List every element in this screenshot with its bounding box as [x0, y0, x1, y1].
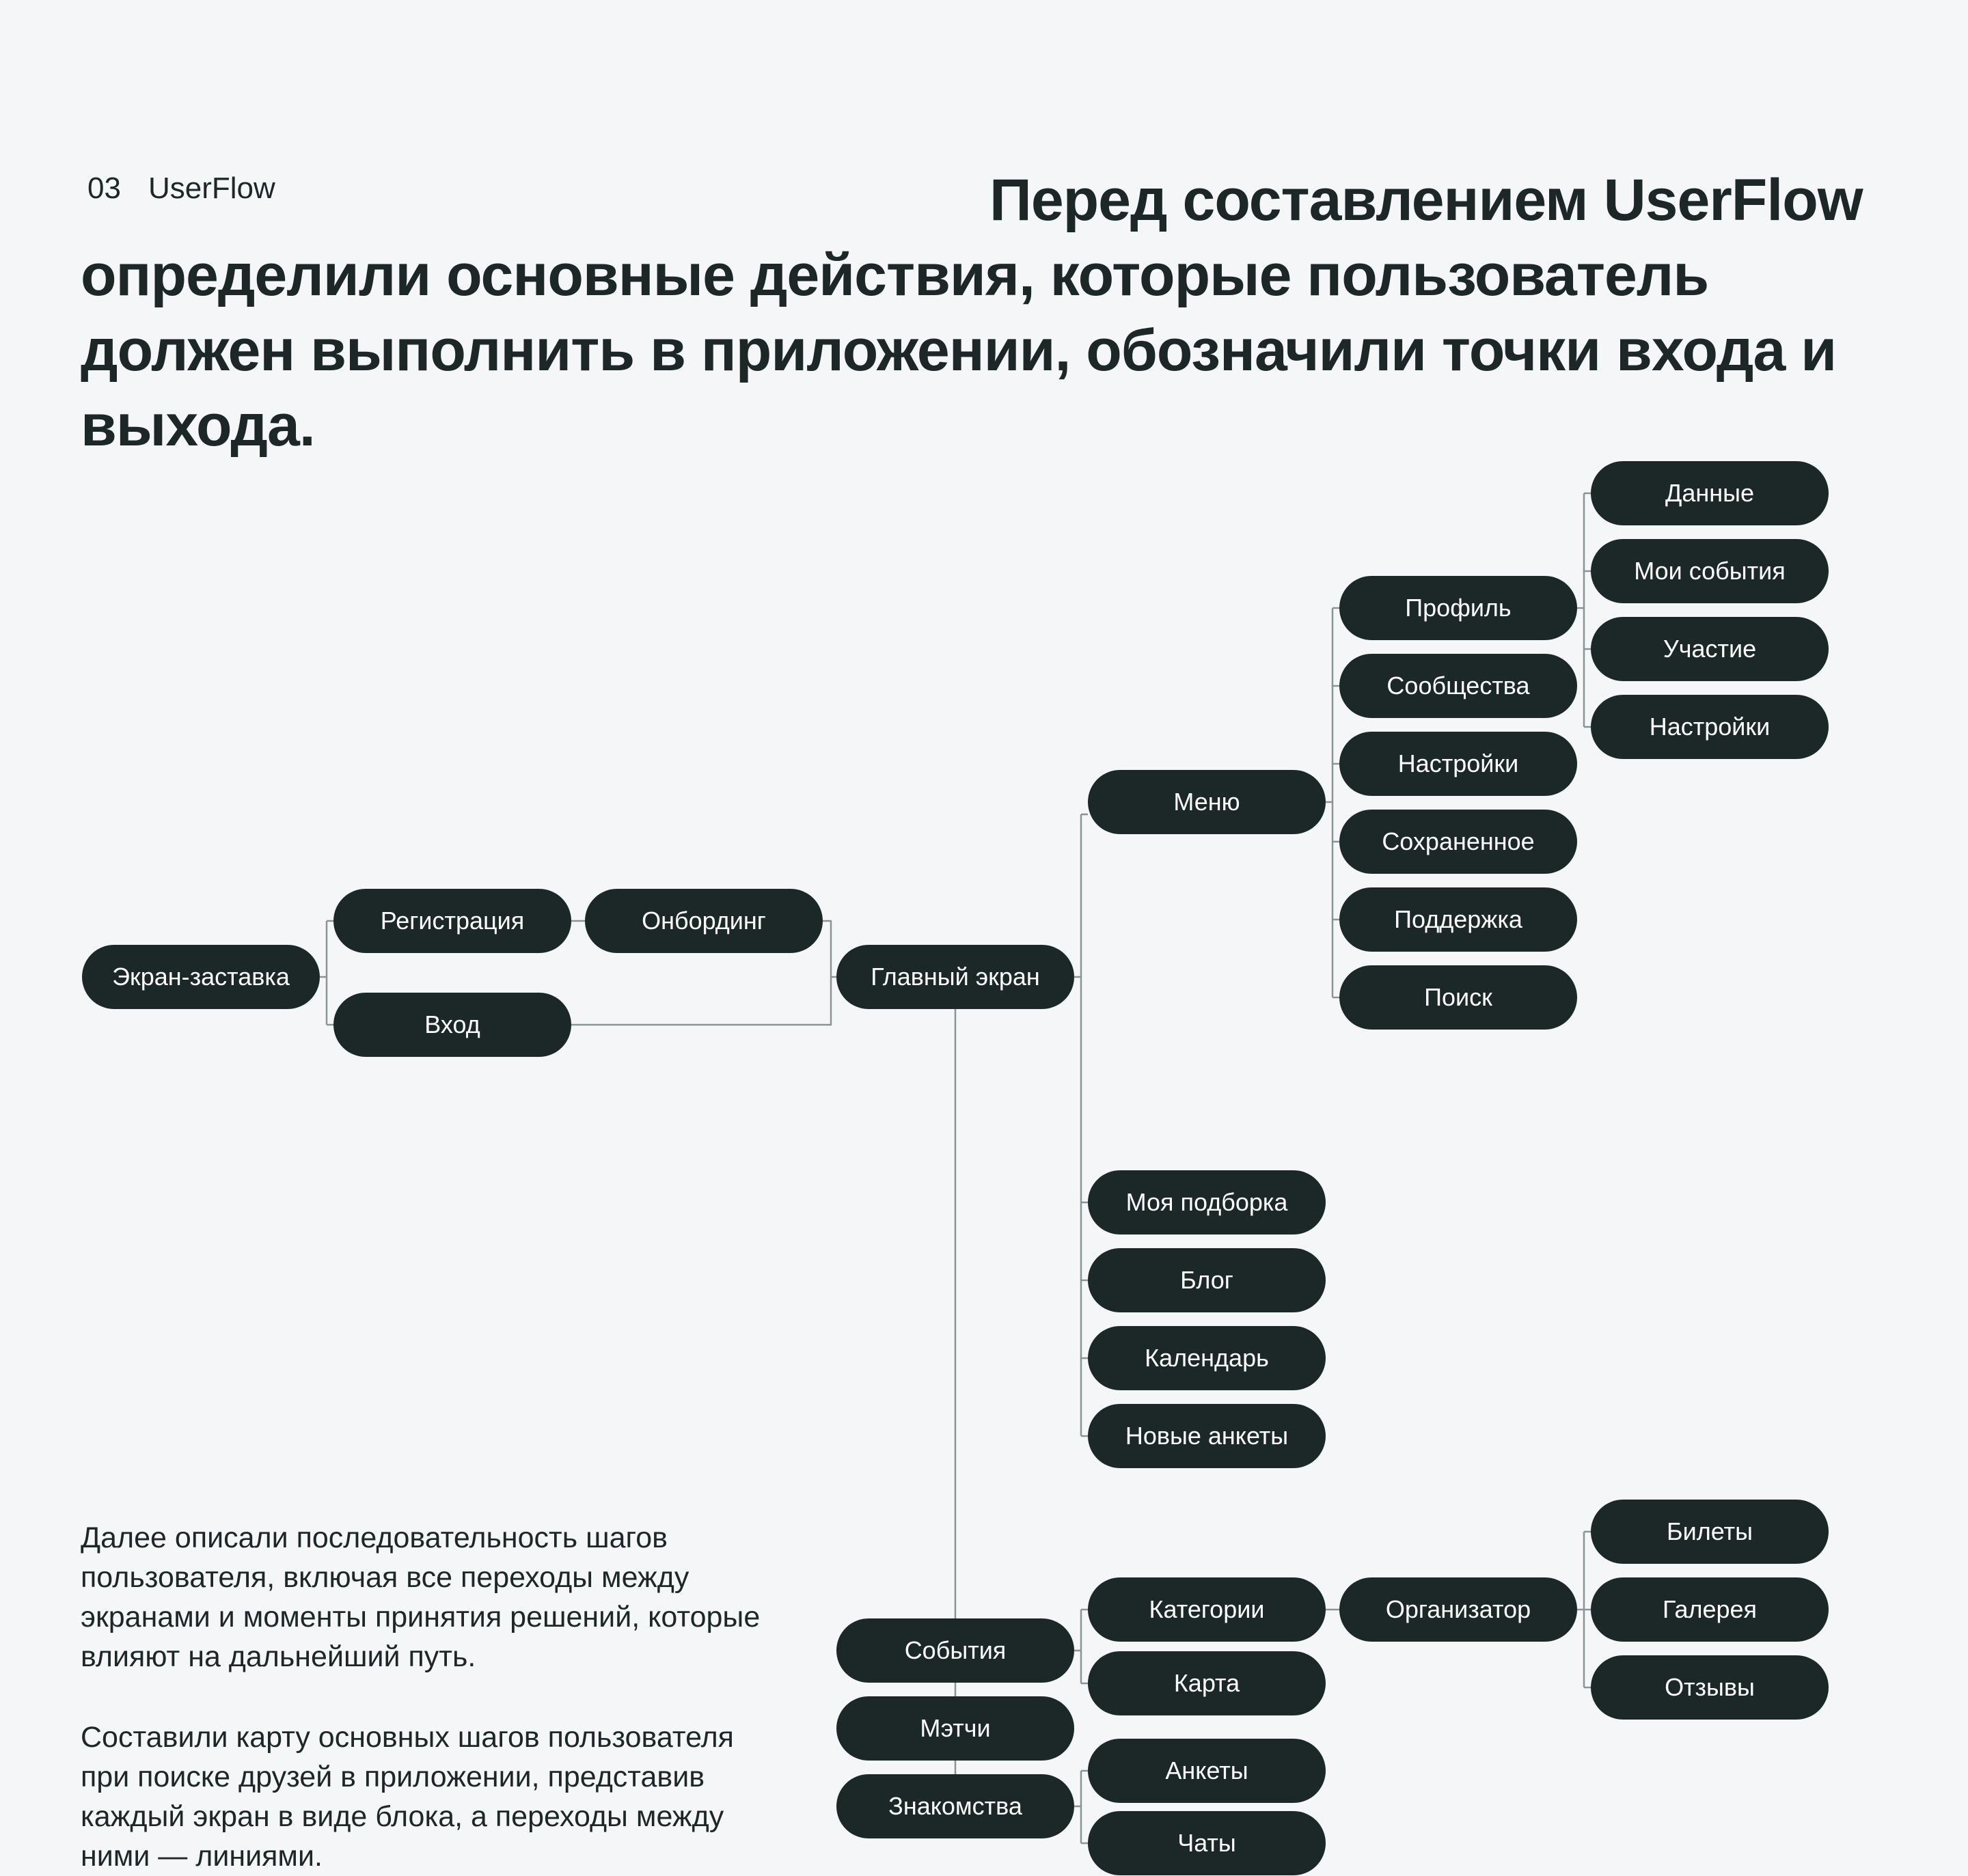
node-settings[interactable]: Настройки — [1339, 732, 1577, 796]
node-support[interactable]: Поддержка — [1339, 887, 1577, 952]
node-gallery[interactable]: Галерея — [1591, 1577, 1829, 1642]
node-communities[interactable]: Сообщества — [1339, 654, 1577, 718]
node-registration[interactable]: Регистрация — [333, 889, 571, 953]
node-map[interactable]: Карта — [1088, 1651, 1326, 1715]
node-organizer[interactable]: Организатор — [1339, 1577, 1577, 1642]
node-main-screen[interactable]: Главный экран — [836, 945, 1074, 1009]
node-menu[interactable]: Меню — [1088, 770, 1326, 834]
node-events[interactable]: События — [836, 1618, 1074, 1683]
node-profile-settings[interactable]: Настройки — [1591, 695, 1829, 759]
node-participation[interactable]: Участие — [1591, 617, 1829, 681]
connector-profile — [1577, 493, 1591, 727]
node-blog[interactable]: Блог — [1088, 1248, 1326, 1312]
node-profile[interactable]: Профиль — [1339, 576, 1577, 640]
description-paragraph-2: Составили карту основных шагов пользователя при поиске друзей в приложении, представив каждый экран в виде блока, а переходы между ними — линиями. — [81, 1721, 734, 1873]
connector-organizer — [1577, 1532, 1591, 1687]
node-my-events[interactable]: Мои события — [1591, 539, 1829, 603]
node-saved[interactable]: Сохраненное — [1339, 810, 1577, 874]
connector-dating — [1074, 1771, 1088, 1843]
node-onboarding[interactable]: Онбординг — [585, 889, 823, 953]
node-chats[interactable]: Чаты — [1088, 1811, 1326, 1875]
node-new-profiles[interactable]: Новые анкеты — [1088, 1404, 1326, 1468]
node-categories[interactable]: Категории — [1088, 1577, 1326, 1642]
node-matches[interactable]: Мэтчи — [836, 1696, 1074, 1761]
node-my-selection[interactable]: Моя подборка — [1088, 1170, 1326, 1234]
node-splash-screen[interactable]: Экран-заставка — [82, 945, 320, 1009]
node-tickets[interactable]: Билеты — [1591, 1500, 1829, 1564]
node-search[interactable]: Поиск — [1339, 965, 1577, 1030]
section-title: UserFlow — [148, 171, 275, 205]
node-dating[interactable]: Знакомства — [836, 1774, 1074, 1838]
description-paragraph-1: Далее описали последовательность шагов пользователя, включая все переходы между экранами и моменты принятия решений, которые влияют на дальнейший путь. — [81, 1521, 761, 1673]
page-headline: Перед составлением UserFlow определили основные действия, которые пользователь должен выполнить в приложении, обозначили точки входа и выхода. — [81, 167, 1863, 458]
connector-menu — [1326, 608, 1339, 997]
section-number: 03 — [87, 171, 121, 205]
node-reviews[interactable]: Отзывы — [1591, 1655, 1829, 1720]
node-questionnaires[interactable]: Анкеты — [1088, 1739, 1326, 1803]
node-data[interactable]: Данные — [1591, 461, 1829, 525]
node-login[interactable]: Вход — [333, 993, 571, 1057]
connector-splash — [320, 921, 333, 1025]
node-calendar[interactable]: Календарь — [1088, 1326, 1326, 1390]
connector-main-branches — [1074, 814, 1088, 1436]
connector-events — [1074, 1610, 1088, 1683]
